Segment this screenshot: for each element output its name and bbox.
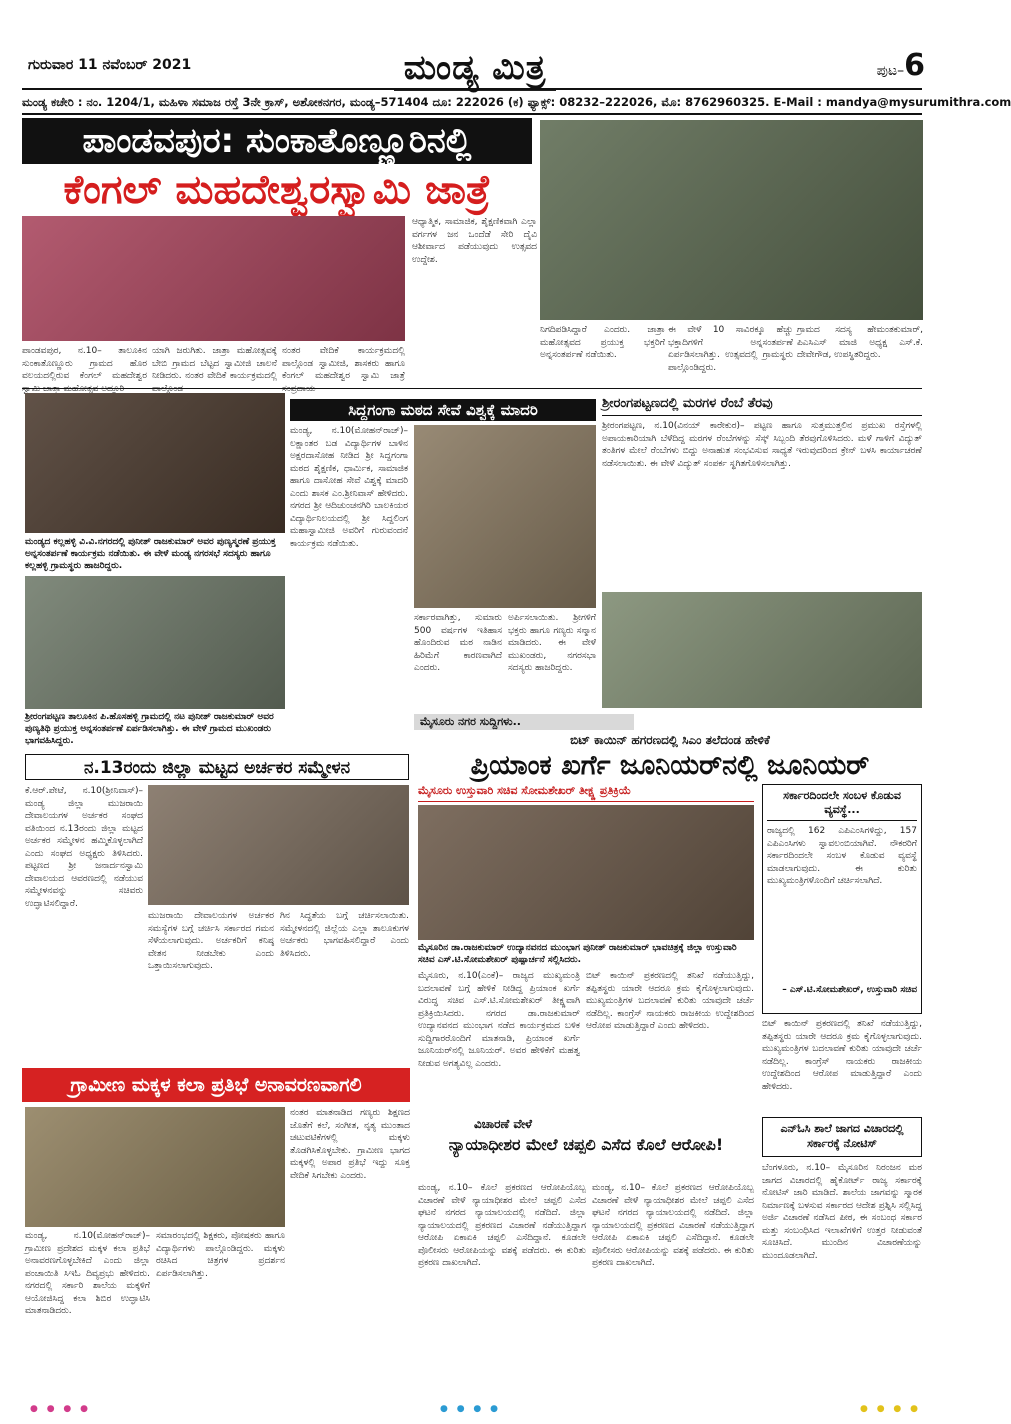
mysuru-news-strip: ಮೈಸೂರು ನಗರ ಸುದ್ದಿಗಳು.. [414,714,634,730]
lead-text-col2: ಯಾಗಿ ಜರುಗಿತು. ಜಾತ್ರಾ ಮಹೋತ್ಸವಕ್ಕೆ ಬೇಬಿ ಗ್ರಾಮದ ಬೆಟ್ಟದ ಸ್ವಾಮೀಜಿ ಚಾಲನೆ ನೀಡಿದರು. ನಂತರ ವೇದಿಕೆ ಕಾರ್ಯಕ್ರಮದಲ್ಲಿ [152,346,277,381]
archakara-photo [148,785,409,905]
hosahalli-photo [25,576,285,709]
archakara-text-col3: ಗಿನ ಸಿದ್ಧತೆಯ ಬಗ್ಗೆ ಚರ್ಚಿಸಲಾಯಿತು. ಸಮ್ಮೇಳನದಲ್ಲಿ ಜಿಲ್ಲೆಯ ಎಲ್ಲಾ ತಾಲೂಕುಗಳ ಅರ್ಚಕರು ಭಾಗವಹಿಸಲಿದ್ದಾರೆ ಎಂದು ತಿಳಿಸಿದರು. [280,911,409,959]
lead-headline-line2: ಕೆಂಗಲ್ ಮಹದೇಶ್ವರಸ್ವಾಮಿ ಜಾತ್ರೆ [63,167,491,213]
contact-rule [22,113,922,115]
archakara-text-col1: ಕೆ.ಆರ್.ಪೇಟೆ, ನ.10(ಶ್ರೀನಿವಾಸ್)– ಮಂಡ್ಯ ಜಿಲ್ಲಾ ಮುಜರಾಯಿ ದೇವಾಲಯಗಳ ಅರ್ಚಕರ ಸಂಘದ ವತಿಯಿಂದ ನ.13ರಂದು ಜಿಲ್ಲಾ ಮಟ್ಟದ ಅರ್ಚಕರ ಸಮ್ಮೇಳನ ಹಮ್ಮಿಕೊಳ್ಳಲಾಗಿದೆ ಎಂದು ಸಂಘದ ಅಧ್ಯಕ್ಷರು ತಿಳಿಸಿದರು. ಪಟ್ಟಣದ ಶ್ರೀ ಜನಾರ್ದನಸ್ವಾಮಿ ದೇವಾಲಯದ ಆವರಣದಲ್ಲಿ ನಡೆಯುವ ಸಮ್ಮೇಳನವನ್ನು ಸಚಿವರು ಉದ್ಘಾಟಿಸಲಿದ್ದಾರೆ. [25,786,143,909]
registration-dots-center: ● ● ● ● [440,1404,501,1414]
lead-photo-stage [22,216,405,341]
lead-text-col1: ಪಾಂಡವಪುರ, ನ.10– ತಾಲೂಕಿನ ಸುಂಕಾತೊಣ್ಣೂರು ಗ್ರಾಮದ ಹೊರ ವಲಯದಲ್ಲಿರುವ ಕೆಂಗಲ್ ಮಹದೇಶ್ವರ [22,346,147,381]
lead-text-col3: ನಂತರ ವೇದಿಕೆ ಕಾರ್ಯಕ್ರಮದಲ್ಲಿ ಪಾಲ್ಗೊಂಡ ಸ್ವಾಮೀಜಿ, ಶಾಸಕರು ಹಾಗೂ ಕೆಂಗಲ್ ಮಹದೇಶ್ವರ ಸ್ವಾಮಿ ಜಾತ್ರೆ [282,346,405,381]
notice-headline: ಎನ್‌ಓಸಿ ಶಾಲೆ ಜಾಗದ ವಿಚಾರದಲ್ಲಿ ಸರ್ಕಾರಕ್ಕೆ ನೋಟಿಸ್ [762,1117,922,1157]
lead-text-col4: ಆಧ್ಯಾತ್ಮಿಕ, ಸಾಮಾಜಿಕ, ಶೈಕ್ಷಣಿಕವಾಗಿ ಎಲ್ಲಾ ವರ್ಗಗಳ ಜನ ಒಂದೆಡೆ ಸೇರಿ ದೈವಿ ಆಶೀರ್ವಾದ ಪಡೆಯುವುದು ಉತ್ಸವದ ಉದ್ದೇಶ. [412,217,537,265]
priyank-subhead: ಮೈಸೂರು ಉಸ್ತುವಾರಿ ಸಚಿವ ಸೋಮಶೇಖರ್ ತೀಕ್ಷ್ಣ ಪ್ರತಿಕ್ರಿಯೆ [418,784,754,802]
srirangapatna-text: ಶ್ರೀರಂಗಪಟ್ಟಣ, ನ.10(ವಿನಯ್ ಕಾರೇಕುರ)– ಪಟ್ಟಣ ಹಾಗೂ ಸುತ್ತಮುತ್ತಲಿನ ಪ್ರಮುಖ ರಸ್ತೆಗಳಲ್ಲಿ ಅಪಾಯಕಾರಿಯಾಗಿ ಬೆಳೆದಿದ್ದ ಮರಗಳ ರೆಂಬೆಗಳನ್ನು ಸೆಸ್ಕ್ ಸಿಬ್ಬಂದಿ ತೆರವುಗೊಳಿಸಿದರು. ಮಳೆ ಗಾಳಿಗೆ ವಿದ್ಯುತ್ ತಂತಿಗಳ ಮೇಲೆ ರೆಂಬೆಗಳು ಬಿದ್ದು ಅನಾಹುತ ಸಂಭವಿಸುವ ಸಾಧ್ಯತೆ ಇರುವುದರಿಂದ ಕ್ರೇನ್ ಬಳಸಿ ಕಾರ್ಯಾಚರಣೆ ನಡೆಸಲಾಯಿತು. ಈ ವೇಳೆ ವಿದ್ಯುತ್ ಸಂಪರ್ಕ ಸ್ಥಗಿತಗೊಳಿಸಲಾಗಿತ್ತು. [602,421,922,469]
kallahalli-photo [25,393,285,533]
title-text: ಮಂಡ್ಯ ಮಿತ್ರ [394,48,557,91]
priyank-kicker: ಬಿಟ್ ಕಾಯಿನ್ ಹಗರಣದಲ್ಲಿ ಸಿಎಂ ತಲೆದಂಡ ಹೇಳಿಕೆ [570,733,770,747]
siddaganga-text-col2: ಸರ್ಕಾರವಾಗಿತ್ತು, ಸುಮಾರು 500 ವರ್ಷಗಳ ಇತಿಹಾಸ ಹೊಂದಿರುವ ಮಠ ನಾಡಿನ ಹಿರಿಮೆಗೆ ಕಾರಣವಾಗಿದೆ ಎಂದರು. [414,613,502,673]
registration-dots-left: ● ● ● ● [30,1404,91,1414]
judge-headline: ನ್ಯಾಯಾಧೀಶರ ಮೇಲೆ ಚಪ್ಪಲಿ ಎಸೆದ ಕೊಲೆ ಆರೋಪಿ! [448,1135,724,1154]
siddaganga-photo [414,425,596,608]
issue-date: ಗುರುವಾರ 11 ನವೆಂಬರ್ 2021 [28,57,192,73]
archakara-headline: ನ.13ರಂದು ಜಿಲ್ಲಾ ಮಟ್ಟದ ಅರ್ಚಕರ ಸಮ್ಮೇಳನ [25,754,409,780]
grameena-text-col3: ನಂತರ ಮಾತನಾಡಿದ ಗಣ್ಯರು ಶಿಕ್ಷಣದ ಜೊತೆಗೆ ಕಲೆ, ಸಂಗೀತ, ನೃತ್ಯ ಮುಂತಾದ ಚಟುವಟಿಕೆಗಳಲ್ಲಿ ಮಕ್ಕಳು ತೊಡಗಿಸಿಕೊಳ್ಳಬೇಕು. ಗ್ರಾಮೀಣ ಭಾಗದ ಮಕ್ಕಳಲ್ಲಿ ಅಪಾರ ಪ್ರತಿಭೆ ಇದ್ದು ಸೂಕ್ತ ವೇದಿಕೆ ಸಿಗಬೇಕು ಎಂದರು. [290,1108,410,1181]
lead-photo-procession [540,120,923,320]
judge-kicker: ವಿಚಾರಣೆ ವೇಳೆ [473,1117,533,1131]
hosahalli-caption: ಶ್ರೀರಂಗಪಟ್ಟಣ ತಾಲೂಕಿನ ಪಿ.ಹೊಸಹಳ್ಳಿ ಗ್ರಾಮದಲ್ಲಿ ನಟ ಪುನೀತ್ ರಾಜಕುಮಾರ್ ಅವರ ಪುಣ್ಯತಿಥಿ ಪ್ರಯುಕ್ತ ಅನ್ನಸಂತರ್ಪಣೆ ಏರ್ಪಡಿಸಲಾಗಿತ್ತು. ಈ ವೇಳೆ ಗ್ರಾಮದ ಮುಖಂಡರು ಭಾಗವಹಿಸಿದ್ದರು. [25,712,274,746]
lead-text-col7: ಗ್ರಾಮದ ಸದಸ್ಯ ಹೇಮಂತಕುಮಾರ್, ಪಿಎಸಿಎಸ್ ಮಾಜಿ ಅಧ್ಯಕ್ಷ ಎಸ್.ಕೆ. ದೇವೇಗೌಡ, ಉಪಸ್ಥಿತರಿದ್ದರು. [797,325,923,360]
lead-text-col6: ಈ ವೇಳೆ 10 ಸಾವಿರಕ್ಕೂ ಹೆಚ್ಚು ಭಕ್ತಾದಿಗಳಿಗೆ ಅನ್ನಸಂತರ್ಪಣೆ ಏರ್ಪಡಿಸಲಾಗಿತ್ತು. ಉತ್ಸವದಲ್ಲಿ ಗ್ರಾಮಸ್ಥರು ಪಾಲ್ಗೊಂಡಿದ್ದರು. [668,325,793,373]
priyank-caption: ಮೈಸೂರಿನ ಡಾ.ರಾಜಕುಮಾರ್ ಉದ್ಯಾನವನದ ಮುಂಭಾಗ ಪುನೀತ್ ರಾಜಕುಮಾರ್ ಭಾವಚಿತ್ರಕ್ಕೆ ಜಿಲ್ಲಾ ಉಸ್ತುವಾರಿ ಸಚಿವ ಎಸ್.ಟಿ.ಸೋಮಶೇಖರ್ ಪುಷ್ಪಾರ್ಚನೆ ಸಲ್ಲಿಸಿದರು. [418,943,737,965]
top-rule [22,88,922,90]
siddaganga-text-col3: ಅರ್ಪಿಸಲಾಯಿತು. ಶ್ರೀಗಳಿಗೆ ಭಕ್ತರು ಹಾಗೂ ಗಣ್ಯರು ಸನ್ಮಾನ ಮಾಡಿದರು. ಈ ವೇಳೆ ಮುಖಂಡರು, ನಗರಸಭಾ ಸದಸ್ಯರು ಹಾಜರಿದ್ದರು. [508,613,596,673]
grameena-text-col1: ಮಂಡ್ಯ, ನ.10(ಮೋಹನ್‌ರಾಜ್)– ಗ್ರಾಮೀಣ ಪ್ರದೇಶದ ಮಕ್ಕಳ ಕಲಾ ಪ್ರತಿಭೆ ಅನಾವರಣಗೊಳ್ಳಬೇಕಿದೆ ಎಂದು ಜಿಲ್ಲಾ ಪಂಚಾಯಿತಿ ಸಿಇಓ ದಿವ್ಯಪ್ರಭು ಹೇಳಿದರು. ನಗರದಲ್ಲಿ ಸರ್ಕಾರಿ ಶಾಲೆಯ ಮಕ್ಕಳಿಗೆ ಆಯೋಜಿಸಿದ್ದ ಕಲಾ ಶಿಬಿರ ಉದ್ಘಾಟಿಸಿ ಮಾತನಾಡಿದರು. [25,1231,150,1316]
siddaganga-text-col1: ಮಂಡ್ಯ, ನ.10(ಮೋಹನ್‌ರಾಜ್)– ಲಕ್ಷಾಂತರ ಬಡ ವಿದ್ಯಾರ್ಥಿಗಳ ಬಾಳಿನ ಅಕ್ಷರದಾಸೋಹ ನೀಡಿದ ಶ್ರೀ ಸಿದ್ದಗಂಗಾ ಮಠದ ಶೈಕ್ಷಣಿಕ, ಧಾರ್ಮಿಕ, ಸಾಮಾಜಿಕ ಹಾಗೂ ದಾಸೋಹ ಸೇವೆ ವಿಶ್ವಕ್ಕೆ ಮಾದರಿ ಎಂದು ಶಾಸಕ ಎಂ.ಶ್ರೀನಿವಾಸ್ ಹೇಳಿದರು. ನಗರದ ಶ್ರೀ ಆದಿಚುಂಚನಗಿರಿ ಬಾಲಕಿಯರ ವಿದ್ಯಾರ್ಥಿನಿಲಯದಲ್ಲಿ ಶ್ರೀ ಸಿದ್ದಲಿಂಗ ಮಹಾಸ್ವಾಮೀಜಿ ಅವರಿಗೆ ಗುರುವಂದನೆ ಕಾರ್ಯಕ್ರಮ ನಡೆಯಿತು. [290,426,408,549]
registration-dots-right: ● ● ● ● [860,1404,921,1414]
page-number-block [877,48,925,83]
srirangapatna-headline: ಶ್ರೀರಂಗಪಟ್ಟಣದಲ್ಲಿ ಮರಗಳ ರೆಂಬೆ ತೆರವು [602,396,922,416]
page-number: 6 [904,48,925,83]
kallahalli-caption: ಮಂಡ್ಯದ ಕಲ್ಲಹಳ್ಳಿ ವಿ.ವಿ.ನಗರದಲ್ಲಿ ಪುನೀತ್ ರಾಜಕುಮಾರ್ ಅವರ ಪುಣ್ಯಸ್ಮರಣೆ ಪ್ರಯುಕ್ತ ಅನ್ನಸಂತರ್ಪಣೆ ಕಾರ್ಯಕ್ರಮ ನಡೆಯಿತು. ಈ ವೇಳೆ ಮಂಡ್ಯ ನಗರಸಭೆ ಸದಸ್ಯರು ಹಾಗೂ ಕಲ್ಲಹಳ್ಳಿ ಗ್ರಾಮಸ್ಥರು ಹಾಜರಿದ್ದರು. [25,537,276,571]
judge-text-col1: ಮಂಡ್ಯ, ನ.10– ಕೊಲೆ ಪ್ರಕರಣದ ಆರೋಪಿಯೊಬ್ಬ ವಿಚಾರಣೆ ವೇಳೆ ನ್ಯಾಯಾಧೀಶರ ಮೇಲೆ ಚಪ್ಪಲಿ ಎಸೆದ ಘಟನೆ ನಗರದ ನ್ಯಾಯಾಲಯದಲ್ಲಿ ನಡೆದಿದೆ. ಜಿಲ್ಲಾ ನ್ಯಾಯಾಲಯದಲ್ಲಿ ಪ್ರಕರಣದ ವಿಚಾರಣೆ ನಡೆಯುತ್ತಿದ್ದಾಗ ಆರೋಪಿ ಏಕಾಏಕಿ ಚಪ್ಪಲಿ ಎಸೆದಿದ್ದಾನೆ. ಕೂಡಲೇ ಪೊಲೀಸರು ಆರೋಪಿಯನ್ನು ವಶಕ್ಕೆ ಪಡೆದರು. ಈ ಕುರಿತು ಪ್ರಕರಣ ದಾಖಲಾಗಿದೆ. [418,1183,586,1268]
srirangapatna-photo [602,592,922,708]
lead-text-col5: ನಿಗದಿಪಡಿಸಿದ್ದಾರೆ ಎಂದರು. ಜಾತ್ರಾ ಮಹೋತ್ಸವದ ಪ್ರಯುಕ್ತ ಭಕ್ತರಿಗೆ ಅನ್ನಸಂತರ್ಪಣೆ ನಡೆಯಿತು. [540,325,665,360]
priyank-text-col2: ಬಿಟ್ ಕಾಯಿನ್ ಪ್ರಕರಣದಲ್ಲಿ ತನಿಖೆ ನಡೆಯುತ್ತಿದ್ದು, ತಪ್ಪಿತಸ್ಥರು ಯಾರೇ ಆದರೂ ಕ್ರಮ ಕೈಗೊಳ್ಳಲಾಗುವುದು. ಮುಖ್ಯಮಂತ್ರಿಗಳ ಬದಲಾವಣೆ ಕುರಿತು ಯಾವುದೇ ಚರ್ಚೆ ನಡೆದಿಲ್ಲ. ಕಾಂಗ್ರೆಸ್ ನಾಯಕರು ರಾಜಕೀಯ ಉದ್ದೇಶದಿಂದ ಆರೋಪ ಮಾಡುತ್ತಿದ್ದಾರೆ ಎಂದು ಹೇಳಿದರು. [586,971,754,1031]
newspaper-title [360,48,590,91]
lead-headline-line1: ಪಾಂಡವಪುರ: ಸುಂಕಾತೊಣ್ಣೂರಿನಲ್ಲಿ [22,118,532,164]
contact-line: ಮಂಡ್ಯ ಕಚೇರಿ : ನಂ. 1204/1, ಮಹಿಳಾ ಸಮಾಜ ರಸ್ತೆ 3ನೇ ಕ್ರಾಸ್, ಅಶೋಕನಗರ, ಮಂಡ್ಯ–571404 ದೂ: 222026 (ಕ) ಫ್ಯಾಕ್ಸ್: 08232–222026, ಮೊ: 8762960325. E-Mail : mandya@mysurumithra.com [22,95,1011,109]
priyank-photo [418,805,754,940]
priyank-text-col3: ಬಿಟ್ ಕಾಯಿನ್ ಪ್ರಕರಣದಲ್ಲಿ ತನಿಖೆ ನಡೆಯುತ್ತಿದ್ದು, ತಪ್ಪಿತಸ್ಥರು ಯಾರೇ ಆದರೂ ಕ್ರಮ ಕೈಗೊಳ್ಳಲಾಗುವುದು. ಮುಖ್ಯಮಂತ್ರಿಗಳ ಬದಲಾವಣೆ ಕುರಿತು ಯಾವುದೇ ಚರ್ಚೆ ನಡೆದಿಲ್ಲ. ಕಾಂಗ್ರೆಸ್ ನಾಯಕರು ರಾಜಕೀಯ ಉದ್ದೇಶದಿಂದ ಆರೋಪ ಮಾಡುತ್ತಿದ್ದಾರೆ ಎಂದು ಹೇಳಿದರು. [762,1019,922,1092]
salary-box [762,784,922,1014]
salary-text: ರಾಜ್ಯದಲ್ಲಿ 162 ಎಪಿಎಂಸಿಗಳಿದ್ದು, 157 ಎಪಿಎಂಸಿಗಳು ಸ್ವಾವಲಂಬಿಯಾಗಿವೆ. ನೌಕರರಿಗೆ ಸರ್ಕಾರದಿಂದಲೇ ಸಂಬಳ ಕೊಡುವ ವ್ಯವಸ್ಥೆ ಮಾಡಲಾಗುವುದು. ಈ ಕುರಿತು ಮುಖ್ಯಮಂತ್ರಿಗಳೊಂದಿಗೆ ಚರ್ಚಿಸಲಾಗಿದೆ. [767,826,917,886]
salary-sign: – ಎಸ್.ಟಿ.ಸೋಮಶೇಖರ್, ಉಸ್ತುವಾರಿ ಸಚಿವ [782,985,917,995]
grameena-headline: ಗ್ರಾಮೀಣ ಮಕ್ಕಳ ಕಲಾ ಪ್ರತಿಭೆ ಅನಾವರಣವಾಗಲಿ [22,1068,410,1102]
priyank-headline: ಪ್ರಿಯಾಂಕ ಖರ್ಗೆ ಜೂನಿಯರ್‌ನಲ್ಲಿ ಜೂನಿಯರ್ [470,750,870,781]
priyank-text-col1: ಮೈಸೂರು, ನ.10(ಎಂಕೆ)– ರಾಜ್ಯದ ಮುಖ್ಯಮಂತ್ರಿ ಬದಲಾವಣೆ ಬಗ್ಗೆ ಹೇಳಿಕೆ ನೀಡಿದ್ದ ಪ್ರಿಯಾಂಕ ಖರ್ಗೆ ವಿರುದ್ಧ ಸಚಿವ ಎಸ್.ಟಿ.ಸೋಮಶೇಖರ್ ತೀಕ್ಷ್ಣವಾಗಿ ಪ್ರತಿಕ್ರಿಯಿಸಿದರು. ನಗರದ ಡಾ.ರಾಜಕುಮಾರ್ ಉದ್ಯಾನವನದ ಮುಂಭಾಗ ನಡೆದ ಕಾರ್ಯಕ್ರಮದ ಬಳಿಕ ಸುದ್ದಿಗಾರರೊಂದಿಗೆ ಮಾತನಾಡಿ, ಪ್ರಿಯಾಂಕ ಖರ್ಗೆ ಜೂನಿಯರ್‌ನಲ್ಲಿ ಜೂನಿಯರ್. ಅವರ ಹೇಳಿಕೆಗೆ ಮಹತ್ವ ನೀಡುವ ಅಗತ್ಯವಿಲ್ಲ ಎಂದರು. [418,971,580,1069]
page-label: ಪುಟ– [876,63,905,79]
salary-headline: ಸರ್ಕಾರದಿಂದಲೇ ಸಂಬಳ ಕೊಡುವ ವ್ಯವಸ್ಥೆ... [767,789,917,821]
lead-bottom-rule [22,388,922,389]
grameena-text-col2: ಸಮಾರಂಭದಲ್ಲಿ ಶಿಕ್ಷಕರು, ಪೋಷಕರು ಹಾಗೂ ವಿದ್ಯಾರ್ಥಿಗಳು ಪಾಲ್ಗೊಂಡಿದ್ದರು. ಮಕ್ಕಳು ರಚಿಸಿದ ಚಿತ್ರಗಳ ಪ್ರದರ್ಶನ ಏರ್ಪಡಿಸಲಾಗಿತ್ತು. [156,1231,285,1279]
judge-text-col2: ಮಂಡ್ಯ, ನ.10– ಕೊಲೆ ಪ್ರಕರಣದ ಆರೋಪಿಯೊಬ್ಬ ವಿಚಾರಣೆ ವೇಳೆ ನ್ಯಾಯಾಧೀಶರ ಮೇಲೆ ಚಪ್ಪಲಿ ಎಸೆದ ಘಟನೆ ನಗರದ ನ್ಯಾಯಾಲಯದಲ್ಲಿ ನಡೆದಿದೆ. ಜಿಲ್ಲಾ ನ್ಯಾಯಾಲಯದಲ್ಲಿ ಪ್ರಕರಣದ ವಿಚಾರಣೆ ನಡೆಯುತ್ತಿದ್ದಾಗ ಆರೋಪಿ ಏಕಾಏಕಿ ಚಪ್ಪಲಿ ಎಸೆದಿದ್ದಾನೆ. ಕೂಡಲೇ ಪೊಲೀಸರು ಆರೋಪಿಯನ್ನು ವಶಕ್ಕೆ ಪಡೆದರು. ಈ ಕುರಿತು ಪ್ರಕರಣ ದಾಖಲಾಗಿದೆ. [592,1183,754,1268]
notice-text: ಬೆಂಗಳೂರು, ನ.10– ಮೈಸೂರಿನ ನಿರಂಜನ ಮಠ ಜಾಗದ ವಿಚಾರದಲ್ಲಿ ಹೈಕೋರ್ಟ್ ರಾಜ್ಯ ಸರ್ಕಾರಕ್ಕೆ ನೋಟಿಸ್ ಜಾರಿ ಮಾಡಿದೆ. ಶಾಲೆಯ ಜಾಗವನ್ನು ಸ್ಮಾರಕ ನಿರ್ಮಾಣಕ್ಕೆ ಬಳಸುವ ಸರ್ಕಾರದ ಆದೇಶ ಪ್ರಶ್ನಿಸಿ ಸಲ್ಲಿಸಿದ್ದ ಅರ್ಜಿ ವಿಚಾರಣೆ ನಡೆಸಿದ ಪೀಠ, ಈ ಸಂಬಂಧ ಸರ್ಕಾರ ಮತ್ತು ಸಂಬಂಧಿಸಿದ ಇಲಾಖೆಗಳಿಗೆ ಉತ್ತರ ನೀಡುವಂತೆ ಸೂಚಿಸಿದೆ. ಮುಂದಿನ ವಿಚಾರಣೆಯನ್ನು ಮುಂದೂಡಲಾಗಿದೆ. [762,1163,922,1261]
archakara-text-col2: ಮುಜರಾಯಿ ದೇವಾಲಯಗಳ ಅರ್ಚಕರ ಸಮಸ್ಯೆಗಳ ಬಗ್ಗೆ ಚರ್ಚಿಸಿ ಸರ್ಕಾರದ ಗಮನ ಸೆಳೆಯಲಾಗುವುದು. ಅರ್ಚಕರಿಗೆ ಕನಿಷ್ಠ ವೇತನ ನೀಡಬೇಕು ಎಂದು ಒತ್ತಾಯಿಸಲಾಗುವುದು. [148,911,274,971]
grameena-photo [25,1107,285,1227]
siddaganga-headline: ಸಿದ್ದಗಂಗಾ ಮಠದ ಸೇವೆ ವಿಶ್ವಕ್ಕೆ ಮಾದರಿ [290,399,596,421]
